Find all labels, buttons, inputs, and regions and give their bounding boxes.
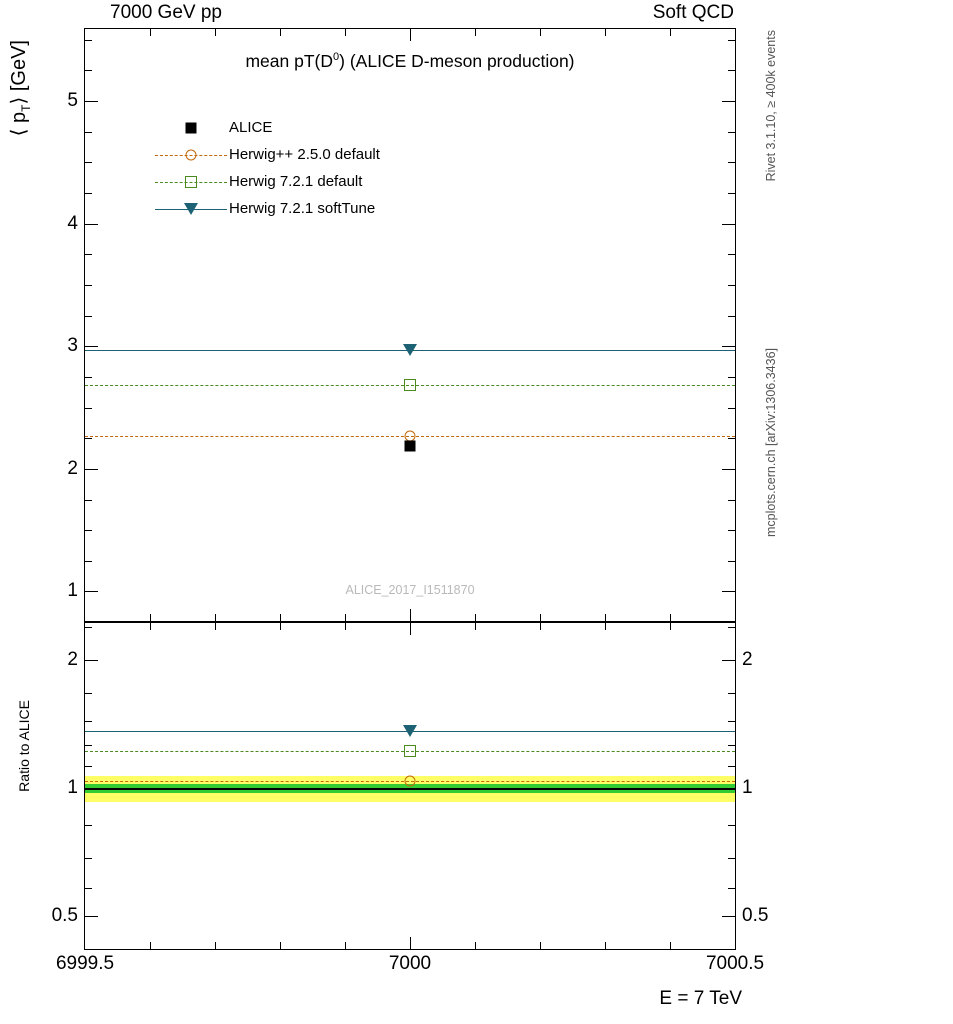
y-minor-tick [728,285,735,286]
x-tick-ratio-center [410,937,411,949]
y-minor-tick [728,858,735,859]
y-minor-tick [728,408,735,409]
plot-title-sup: 0 [333,51,340,64]
x-minor-tick [150,623,151,630]
y-minor-tick [728,254,735,255]
y-tick-label-main-2: 2 [67,458,78,479]
legend-item-herwigpp[interactable] [153,141,380,168]
y-tick-main-4 [85,224,98,225]
y-minor-tick [85,254,92,255]
y-minor-tick [85,500,92,501]
y-tick-main-3 [85,346,98,347]
legend-key-softtune [153,198,229,220]
x-minor-tick [605,942,606,949]
y-tick-ratio-right-05 [722,916,735,917]
y-minor-tick [85,766,92,767]
y-tick-ratio-1 [85,788,98,789]
x-minor-tick [150,614,151,621]
y-tick-label-main-3: 3 [67,335,78,356]
x-minor-tick [670,614,671,621]
y-minor-tick [85,40,92,41]
legend-key-herwig721 [153,171,229,193]
x-minor-tick [475,29,476,36]
x-minor-tick [540,942,541,949]
y-minor-tick [728,40,735,41]
y-tick-label-ratio-05: 0.5 [51,905,78,926]
x-minor-tick [540,614,541,621]
x-minor-tick [345,942,346,949]
x-minor-tick [670,29,671,36]
plot-title-rest: ) (ALICE D-meson production) [339,51,575,71]
plot-title [245,51,574,72]
y-tick-label-ratio-right-05: 0.5 [742,905,769,926]
y-minor-tick [728,627,735,628]
x-minor-tick [345,623,346,630]
y-minor-tick [85,530,92,531]
y-minor-tick [85,193,92,194]
legend-label-alice: ALICE [229,119,273,136]
y-tick-main-right-1 [722,591,735,592]
y-tick-ratio-right-2 [722,660,735,661]
y-tick-main-right-2 [722,469,735,470]
x-minor-tick [215,623,216,630]
y-minor-tick [728,766,735,767]
x-minor-tick [150,942,151,949]
y-minor-tick [728,438,735,439]
y-minor-tick [85,721,92,722]
x-minor-tick [540,29,541,36]
x-minor-tick [150,29,151,36]
x-minor-tick [605,623,606,630]
x-minor-tick [215,942,216,949]
x-tick-label-min: 6999.5 [55,953,115,974]
plot-title-main: mean pT(D [245,51,334,71]
x-tick-label-center: 7000 [388,953,432,974]
x-minor-tick [345,29,346,36]
y-minor-tick [728,377,735,378]
y-minor-tick [728,561,735,562]
y-tick-main-right-5 [722,101,735,102]
x-axis-title: E = 7 TeV [659,988,742,1009]
y-minor-tick [85,888,92,889]
y-minor-tick [85,70,92,71]
y-axis-title-main-tail: ⟩ [GeV] [8,40,30,105]
y-tick-label-main-1: 1 [67,580,78,601]
y-tick-main-right-4 [722,224,735,225]
legend-key-herwigpp [153,144,229,166]
y-axis-title-ratio-text: Ratio to ALICE [16,700,32,792]
datapoint-alice[interactable] [405,441,416,452]
y-minor-tick [85,825,92,826]
datapoint-softtune[interactable] [403,344,417,356]
legend-item-herwig721[interactable] [153,168,380,195]
datapoint-herwig721[interactable] [404,379,416,391]
y-minor-tick [728,162,735,163]
header-process-label: Soft QCD [652,2,734,23]
y-axis-title-main-text: ⟨ p [8,111,30,137]
x-minor-tick [605,614,606,621]
y-tick-ratio-2 [85,660,98,661]
legend-label-herwig721: Herwig 7.2.1 default [229,173,363,190]
analysis-watermark: ALICE_2017_I1511870 [345,583,475,597]
legend-key-alice [153,117,229,139]
legend-label-softtune: Herwig 7.2.1 softTune [229,200,376,217]
y-minor-tick [728,193,735,194]
y-tick-main-2 [85,469,98,470]
y-axis-title-main-sub: T [19,104,33,112]
x-minor-tick [605,29,606,36]
ratio-datapoint-herwigpp[interactable] [405,776,416,787]
x-minor-tick [670,623,671,630]
ratio-plot-panel [51,622,769,974]
legend [153,114,380,222]
y-minor-tick [85,858,92,859]
x-minor-tick [280,614,281,621]
y-minor-tick [728,825,735,826]
y-minor-tick [728,132,735,133]
ratio-datapoint-herwig721[interactable] [404,745,416,757]
y-minor-tick [85,693,92,694]
y-tick-label-ratio-1: 1 [67,777,78,798]
y-minor-tick [728,500,735,501]
x-tick-label-max: 7000.5 [705,953,765,974]
rivet-caption: Rivet 3.1.10, ≥ 400k events [764,30,778,182]
x-tick-main-center-top [410,29,411,41]
x-minor-tick [475,942,476,949]
y-tick-main-1 [85,591,98,592]
y-minor-tick [85,745,92,746]
x-minor-tick [215,29,216,36]
x-minor-tick [475,623,476,630]
y-tick-main-5 [85,101,98,102]
x-minor-tick [280,942,281,949]
y-minor-tick [85,627,92,628]
y-tick-ratio-right-1 [722,788,735,789]
y-minor-tick [85,377,92,378]
y-minor-tick [85,162,92,163]
y-minor-tick [728,745,735,746]
x-minor-tick [345,614,346,621]
legend-item-alice[interactable] [153,114,380,141]
y-tick-label-ratio-right-2: 2 [742,649,753,670]
y-minor-tick [85,132,92,133]
y-minor-tick [728,530,735,531]
y-tick-main-right-3 [722,346,735,347]
x-minor-tick [280,29,281,36]
y-minor-tick [85,438,92,439]
mcplots-caption: mcplots.cern.ch [arXiv:1306.3436] [764,348,778,537]
header-energy-label: 7000 GeV pp [110,2,222,23]
x-minor-tick [540,623,541,630]
y-tick-ratio-05 [85,916,98,917]
x-minor-tick [670,942,671,949]
y-minor-tick [85,285,92,286]
reference-line [85,788,735,790]
x-minor-tick [280,623,281,630]
y-minor-tick [85,316,92,317]
y-minor-tick [728,721,735,722]
legend-item-softtune[interactable] [153,195,380,222]
y-tick-label-ratio-2: 2 [67,649,78,670]
legend-label-herwigpp: Herwig++ 2.5.0 default [229,146,380,163]
y-minor-tick [728,70,735,71]
y-minor-tick [728,693,735,694]
y-minor-tick [728,316,735,317]
ratio-datapoint-softtune[interactable] [403,725,417,737]
x-tick-main-center-bottom [410,609,411,621]
y-minor-tick [85,408,92,409]
main-plot-panel [67,28,736,622]
y-tick-label-main-4: 4 [67,213,78,234]
x-minor-tick [475,614,476,621]
y-tick-label-ratio-right-1: 1 [742,777,753,798]
y-tick-label-main-5: 5 [67,90,78,111]
x-tick-ratio-center-top [410,623,411,635]
y-minor-tick [85,561,92,562]
y-minor-tick [728,888,735,889]
x-minor-tick [215,614,216,621]
